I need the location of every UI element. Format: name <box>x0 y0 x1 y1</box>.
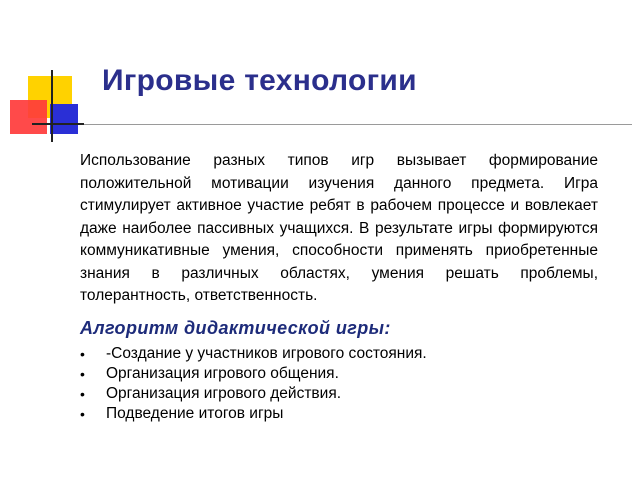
bullet-icon: • <box>80 386 85 402</box>
body-paragraph: Использование разных типов игр вызывает формирование положительной мотивации изучения данного предмета. Игра стимулирует активное участие ребят в рабочем процессе и вовлекает даже наиболее пассивных учащихся. В результате игры формируются коммуникативные умения, способности применять приобретенные знания в различных областях, умения решать проблемы, толерантность, ответственность. <box>80 152 598 304</box>
decor-red-square <box>10 100 47 134</box>
step-text: Организация игрового общения. <box>106 365 339 382</box>
bullet-icon: • <box>80 406 85 422</box>
list-item <box>80 344 600 364</box>
decor-blue-square <box>50 104 78 134</box>
list-item <box>80 364 600 384</box>
title-underline <box>32 124 632 125</box>
step-text: -Создание у участников игрового состояния. <box>106 345 427 362</box>
bullet-icon: • <box>80 366 85 382</box>
decor-horizontal-accent <box>32 123 84 125</box>
list-item <box>80 384 600 404</box>
decor-vertical-line <box>51 70 53 142</box>
list-item <box>80 404 600 424</box>
algorithm-steps-list <box>80 344 600 424</box>
step-text: Организация игрового действия. <box>106 385 342 402</box>
algorithm-heading: Алгоритм дидактической игры: <box>80 318 391 338</box>
slide-title: Игровые технологии <box>102 64 417 97</box>
step-text: Подведение итогов игры <box>106 405 284 422</box>
bullet-icon: • <box>80 346 85 362</box>
